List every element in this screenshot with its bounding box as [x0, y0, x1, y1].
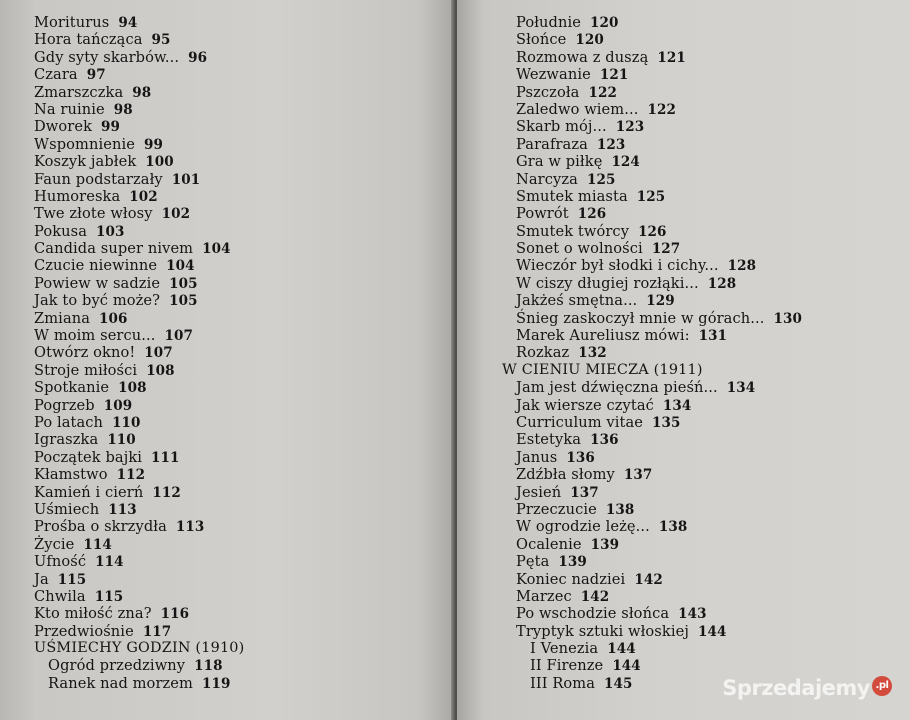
- entry-page-number: 123: [615, 119, 645, 136]
- toc-entry: [34, 431, 244, 448]
- toc-entry: [34, 171, 244, 188]
- entry-title: Moriturus: [34, 14, 110, 31]
- entry-page-number: 102: [161, 206, 191, 223]
- toc-entry: [502, 449, 802, 466]
- entry-title: Jak to być może?: [34, 292, 161, 310]
- entry-page-number: 138: [605, 501, 635, 518]
- entry-title: Jak wiersze czytać: [516, 396, 654, 414]
- entry-title: Rozmowa z duszą: [516, 48, 649, 66]
- entry-title: Zdźbła słomy: [516, 466, 615, 484]
- entry-title: W moim sercu...: [34, 327, 156, 345]
- entry-title: Uśmiech: [34, 500, 100, 518]
- entry-title: Spotkanie: [34, 379, 110, 397]
- entry-title: I Venezia: [530, 640, 599, 658]
- entry-title: Humoreska: [34, 187, 121, 205]
- entry-page-number: 102: [129, 188, 158, 205]
- toc-entry: [34, 553, 244, 570]
- entry-title: Na ruinie: [34, 100, 105, 118]
- entry-page-number: 138: [658, 519, 688, 536]
- entry-page-number: 107: [164, 328, 193, 345]
- entry-page-number: 114: [83, 536, 112, 553]
- entry-page-number: 106: [99, 310, 128, 327]
- entry-title: Faun podstarzały: [34, 170, 163, 188]
- entry-title: Zmarszczka: [34, 83, 124, 101]
- entry-title: Koszyk jabłek: [34, 153, 137, 171]
- entry-title: II Firenze: [530, 657, 604, 675]
- toc-entry: [502, 501, 802, 518]
- entry-page-number: 110: [112, 414, 141, 431]
- entry-page-number: 104: [202, 241, 231, 258]
- entry-title: Po wschodzie słońca: [516, 605, 670, 623]
- entry-title: Tryptyk sztuki włoskiej: [516, 622, 689, 640]
- entry-page-number: 129: [646, 293, 675, 310]
- toc-entry: [34, 136, 244, 153]
- watermark: [722, 676, 892, 700]
- entry-title: Ocalenie: [516, 535, 582, 553]
- entry-page-number: 103: [96, 223, 125, 240]
- toc-entry: [502, 431, 802, 448]
- entry-title: Gra w piłkę: [516, 153, 603, 171]
- entry-title: Koniec nadziei: [516, 570, 626, 588]
- toc-entry: [34, 414, 244, 431]
- toc-entry: [502, 640, 802, 657]
- entry-page-number: 130: [773, 310, 802, 327]
- toc-entry: [502, 188, 802, 205]
- entry-title: Janus: [516, 448, 558, 466]
- entry-title: Zaledwo wiem...: [516, 100, 639, 118]
- entry-page-number: 115: [57, 571, 87, 588]
- toc-entry: [34, 397, 244, 414]
- entry-page-number: 128: [727, 258, 757, 275]
- entry-page-number: 121: [599, 67, 629, 84]
- toc-entry: [34, 466, 244, 483]
- entry-page-number: 135: [652, 414, 681, 431]
- entry-page-number: 119: [202, 675, 231, 692]
- toc-entry: [34, 153, 244, 170]
- toc-entry: [34, 588, 244, 605]
- toc-entry: [34, 605, 244, 622]
- entry-page-number: 109: [103, 397, 133, 414]
- entry-page-number: 134: [662, 397, 692, 414]
- entry-title: Po latach: [34, 413, 104, 431]
- toc-entry: [502, 66, 802, 83]
- entry-title: Skarb mój...: [516, 118, 607, 136]
- entry-page-number: 143: [678, 606, 707, 623]
- toc-entry: [502, 257, 802, 274]
- entry-page-number: 126: [577, 206, 607, 223]
- entry-page-number: 125: [636, 188, 666, 205]
- entry-title: Kto miłość zna?: [34, 605, 152, 623]
- entry-page-number: 105: [169, 275, 198, 292]
- entry-title: Powiew w sadzie: [34, 274, 161, 292]
- toc-entry: [34, 223, 244, 240]
- toc-entry: [502, 379, 802, 396]
- toc-entry: [502, 292, 802, 309]
- entry-title: Prośba o skrzydła: [34, 518, 167, 536]
- toc-entry: [34, 118, 244, 135]
- toc-entry: [502, 623, 802, 640]
- toc-entry: [34, 49, 244, 66]
- toc-entry: [502, 101, 802, 118]
- entry-title: Sonet o wolności: [516, 240, 643, 258]
- toc-entry: [34, 84, 244, 101]
- right-entries: [502, 14, 802, 362]
- watermark-text: Sprzedajemy: [722, 676, 870, 700]
- entry-page-number: 105: [169, 293, 198, 310]
- entry-page-number: 120: [575, 32, 604, 49]
- entry-page-number: 108: [118, 380, 147, 397]
- entry-title: Chwila: [34, 587, 86, 605]
- entry-page-number: 132: [578, 345, 607, 362]
- entry-page-number: 100: [145, 154, 174, 171]
- toc-entry: [34, 292, 244, 309]
- entry-title: Gdy syty skarbów...: [34, 48, 180, 66]
- toc-entry: [34, 379, 244, 396]
- entry-page-number: 142: [580, 588, 610, 605]
- toc-entry: [34, 310, 244, 327]
- toc-entry: [502, 49, 802, 66]
- toc-entry: [34, 362, 244, 379]
- entry-page-number: 125: [586, 171, 616, 188]
- toc-entry: [502, 14, 802, 31]
- entry-title: Ranek nad morzem: [48, 674, 193, 692]
- entry-page-number: 95: [151, 32, 171, 49]
- toc-entry: [34, 205, 244, 222]
- toc-entry: [502, 553, 802, 570]
- entry-title: Zmiana: [34, 309, 91, 327]
- entry-page-number: 128: [707, 275, 737, 292]
- entry-page-number: 136: [590, 432, 619, 449]
- toc-right: [502, 14, 802, 692]
- toc-entry: [502, 605, 802, 622]
- entry-page-number: 121: [657, 49, 686, 66]
- entry-title: Otwórz okno!: [34, 344, 136, 362]
- toc-entry: [502, 240, 802, 257]
- entry-title: W ciszy długiej rozłąki...: [516, 274, 699, 292]
- entry-title: Kamień i cierń: [34, 483, 144, 501]
- entry-title: Kłamstwo: [34, 466, 108, 484]
- toc-entry: [34, 501, 244, 518]
- entry-title: Twe złote włosy: [34, 205, 153, 223]
- entry-title: Rozkaz: [516, 344, 570, 362]
- toc-entry: [34, 657, 244, 674]
- toc-entry: [502, 518, 802, 535]
- entry-title: Stroje miłości: [34, 361, 138, 379]
- entry-title: Parafraza: [516, 135, 588, 153]
- entry-page-number: 127: [651, 241, 681, 258]
- toc-entry: [502, 466, 802, 483]
- entry-title: Ufność: [34, 553, 87, 571]
- toc-entry: [34, 14, 244, 31]
- entry-page-number: 137: [623, 467, 653, 484]
- toc-entry: [34, 484, 244, 501]
- toc-entry: [502, 136, 802, 153]
- toc-entry: [502, 275, 802, 292]
- toc-entry: [502, 84, 802, 101]
- entry-title: Pogrzeb: [34, 396, 95, 414]
- watermark-badge: .pl: [872, 676, 892, 696]
- entry-page-number: 104: [166, 258, 195, 275]
- toc-entry: [502, 118, 802, 135]
- entry-page-number: 126: [638, 223, 667, 240]
- entry-title: Wezwanie: [516, 66, 591, 84]
- entry-page-number: 124: [611, 154, 640, 171]
- toc-entry: [502, 153, 802, 170]
- entry-page-number: 116: [160, 606, 190, 623]
- entry-page-number: 122: [647, 101, 676, 118]
- entry-page-number: 94: [118, 15, 138, 31]
- entry-page-number: 113: [108, 501, 137, 518]
- entry-page-number: 145: [604, 675, 633, 692]
- entry-page-number: 134: [726, 380, 756, 397]
- toc-entry: [502, 657, 802, 674]
- entry-page-number: 99: [143, 136, 163, 153]
- entry-title: Południe: [516, 14, 581, 31]
- entry-title: Jakżeś smętna...: [516, 292, 638, 310]
- entry-page-number: 115: [94, 588, 124, 605]
- entry-page-number: 144: [607, 641, 636, 658]
- entry-title: Czara: [34, 66, 78, 84]
- entry-page-number: 110: [107, 432, 136, 449]
- entry-page-number: 142: [634, 571, 663, 588]
- entry-title: Pokusa: [34, 222, 88, 240]
- entry-title: Wieczór był słodki i cichy...: [516, 257, 719, 275]
- toc-entry: [502, 171, 802, 188]
- entry-title: Ogród przedziwny: [48, 657, 186, 675]
- entry-title: Marzec: [516, 587, 572, 605]
- section-heading-usmiechy-godzin: UŚMIECHY GODZIN (1910): [34, 640, 245, 657]
- entry-title: Śnieg zaskoczył mnie w górach...: [516, 309, 765, 327]
- section-heading-w-cieniu-miecza: W CIENIU MIECZA (1911): [502, 361, 703, 378]
- entry-title: Początek bajki: [34, 448, 143, 466]
- entry-page-number: 139: [590, 536, 620, 553]
- toc-entry: [34, 571, 244, 588]
- entry-page-number: 99: [101, 119, 121, 136]
- entry-page-number: 112: [116, 467, 146, 484]
- entry-title: W ogrodzie leżę...: [516, 518, 650, 536]
- toc-entry: [502, 536, 802, 553]
- entry-title: Pęta: [516, 553, 550, 571]
- toc-entry: [34, 240, 244, 257]
- left-entries: [34, 14, 244, 640]
- toc-entry: [34, 66, 244, 83]
- entry-page-number: 97: [86, 67, 106, 84]
- entry-title: Curriculum vitae: [516, 413, 644, 431]
- toc-entry: [34, 101, 244, 118]
- entry-title: Smutek twórcy: [516, 222, 630, 240]
- entry-title: Smutek miasta: [516, 187, 628, 205]
- entry-title: Czucie niewinne: [34, 257, 158, 275]
- toc-entry: [502, 571, 802, 588]
- entry-title: Jam jest dźwięczna pieśń...: [516, 379, 718, 397]
- toc-entry: [502, 205, 802, 222]
- entry-page-number: 118: [194, 658, 223, 675]
- entry-title: Przeczucie: [516, 500, 597, 518]
- entry-page-number: 98: [113, 101, 133, 118]
- toc-entry: [34, 31, 244, 48]
- toc-entry: [502, 344, 802, 361]
- toc-entry: [34, 675, 244, 692]
- entry-page-number: 136: [566, 449, 595, 466]
- entry-title: III Roma: [530, 674, 596, 692]
- toc-left: [34, 14, 244, 692]
- toc-entry: [502, 484, 802, 501]
- entry-title: Igraszka: [34, 431, 99, 449]
- entry-page-number: 96: [188, 49, 208, 66]
- entry-page-number: 108: [146, 362, 175, 379]
- entry-page-number: 137: [570, 484, 599, 501]
- entry-title: Przedwiośnie: [34, 622, 134, 640]
- toc-entry: [34, 623, 244, 640]
- entry-title: Estetyka: [516, 431, 582, 449]
- toc-entry: [34, 536, 244, 553]
- toc-entry: [34, 518, 244, 535]
- toc-entry: [502, 310, 802, 327]
- toc-entry: [34, 344, 244, 361]
- entry-title: Jesień: [516, 483, 562, 501]
- entry-page-number: 123: [596, 136, 626, 153]
- entry-title: Pszczoła: [516, 83, 580, 101]
- entry-page-number: 98: [132, 84, 152, 101]
- toc-entry: [502, 327, 802, 344]
- entry-title: Marek Aureliusz mówi:: [516, 327, 690, 345]
- entry-page-number: 131: [698, 328, 728, 345]
- toc-entry: [502, 588, 802, 605]
- entry-title: Życie: [34, 535, 75, 553]
- entry-page-number: 122: [588, 84, 617, 101]
- entry-title: Powrót: [516, 205, 569, 223]
- toc-entry: [502, 31, 802, 48]
- entry-page-number: 112: [152, 484, 181, 501]
- entry-page-number: 111: [151, 449, 180, 466]
- entry-page-number: 114: [95, 554, 124, 571]
- right-section-entries: [502, 379, 802, 640]
- entry-page-number: 107: [144, 345, 173, 362]
- toc-entry: [34, 449, 244, 466]
- toc-entry: [502, 414, 802, 431]
- entry-page-number: 139: [558, 554, 587, 571]
- toc-entry: [34, 275, 244, 292]
- entry-page-number: 113: [175, 519, 205, 536]
- entry-page-number: 144: [697, 623, 727, 640]
- toc-entry: [34, 327, 244, 344]
- toc-entry: [34, 188, 244, 205]
- entry-page-number: 117: [142, 623, 172, 640]
- entry-title: Dworek: [34, 118, 93, 136]
- entry-title: Candida super nivem: [34, 240, 194, 258]
- entry-title: Wspomnienie: [34, 135, 135, 153]
- entry-page-number: 101: [171, 171, 201, 188]
- toc-entry: [502, 397, 802, 414]
- entry-title: Ja: [34, 570, 49, 588]
- left-section-entries: [34, 657, 244, 692]
- toc-entry: [34, 257, 244, 274]
- toc-entry: [502, 223, 802, 240]
- entry-page-number: 144: [612, 658, 641, 675]
- entry-title: Słońce: [516, 31, 567, 49]
- entry-page-number: 120: [590, 15, 619, 31]
- entry-title: Hora tańcząca: [34, 31, 143, 49]
- entry-title: Narcyza: [516, 170, 578, 188]
